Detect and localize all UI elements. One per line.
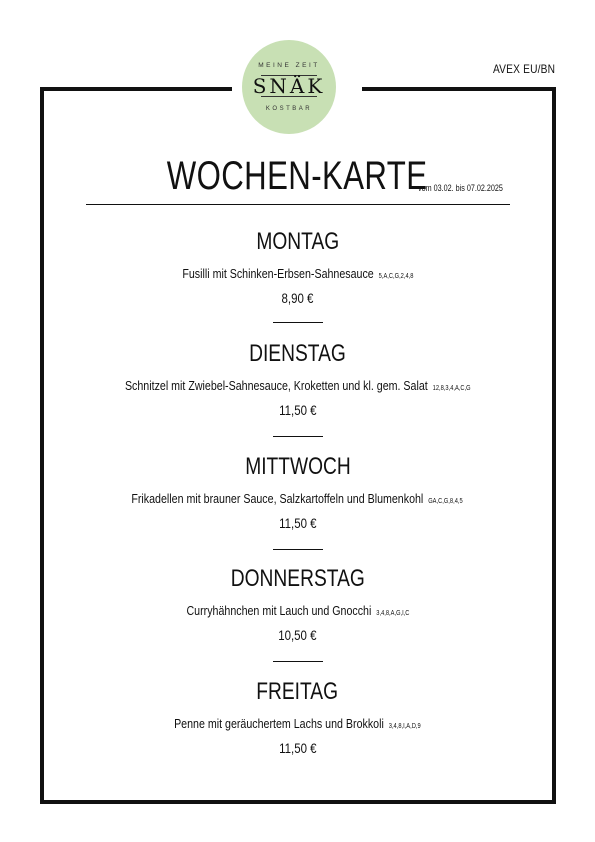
title-underline — [86, 204, 510, 205]
day-heading-freitag — [0, 680, 595, 704]
day-name: DONNERSTAG — [230, 565, 365, 592]
dish-name: Penne mit geräuchertem Lachs und Brokkoli — [174, 716, 384, 731]
price: 11,50 € — [278, 515, 317, 531]
day-heading-donnerstag — [0, 567, 595, 591]
price: 10,50 € — [278, 627, 317, 643]
day-heading-mittwoch — [0, 455, 595, 479]
separator — [273, 436, 323, 437]
logo-tagline-bottom: KOSTBAR — [265, 106, 313, 112]
dish-line — [132, 492, 463, 505]
price-donnerstag — [0, 627, 595, 645]
allergen-codes: 5,A,C,G,2,4,8 — [378, 273, 414, 280]
dish-name: Schnitzel mit Zwiebel-Sahnesauce, Kroketten und kl. gem. Salat — [124, 378, 428, 393]
allergen-codes: 3,4,8,I,A,D,9 — [388, 723, 421, 730]
dish-freitag — [0, 715, 595, 733]
allergen-codes: 3,4,8,A,G,I,C — [375, 610, 409, 617]
page-title: WOCHEN-KARTE — [167, 154, 428, 198]
separator — [273, 322, 323, 323]
dish-line — [186, 604, 409, 617]
price-montag — [0, 290, 595, 308]
dish-mittwoch — [0, 490, 595, 508]
dish-line — [174, 717, 421, 730]
price: 8,90 € — [281, 290, 314, 306]
dish-dienstag — [0, 377, 595, 395]
snaek-logo — [242, 40, 336, 134]
day-heading-montag — [0, 230, 595, 254]
day-name: DIENSTAG — [249, 340, 346, 367]
day-name: MITTWOCH — [244, 453, 351, 480]
dish-donnerstag — [0, 602, 595, 620]
allergen-codes: 12,8,3,4,A,C,G — [432, 385, 471, 392]
day-name: FREITAG — [256, 678, 339, 705]
price-dienstag — [0, 402, 595, 420]
title-wrap — [0, 156, 595, 196]
location-code: AVEX EU/BN — [492, 62, 555, 76]
separator — [273, 549, 323, 550]
price: 11,50 € — [278, 740, 317, 756]
dish-name: Curryhähnchen mit Lauch und Gnocchi — [186, 603, 371, 618]
date-range: vom 03.02. bis 07.02.2025 — [418, 183, 503, 193]
dish-montag — [0, 265, 595, 283]
logo-rule-bottom — [261, 96, 317, 97]
logo-wordmark: SNÄK — [252, 74, 326, 98]
day-heading-dienstag — [0, 342, 595, 366]
logo-tagline-top: MEINE ZEIT — [258, 62, 320, 69]
separator — [273, 661, 323, 662]
allergen-codes: GA,C,G,8,4,5 — [428, 498, 464, 505]
price-mittwoch — [0, 515, 595, 533]
price: 11,50 € — [278, 402, 317, 418]
dish-line — [125, 379, 471, 392]
day-name: MONTAG — [256, 228, 339, 255]
dish-name: Frikadellen mit brauner Sauce, Salzkartoffeln und Blumenkohl — [131, 491, 424, 506]
dish-line — [182, 267, 413, 280]
dish-name: Fusilli mit Schinken-Erbsen-Sahnesauce — [181, 266, 374, 281]
price-freitag — [0, 740, 595, 758]
